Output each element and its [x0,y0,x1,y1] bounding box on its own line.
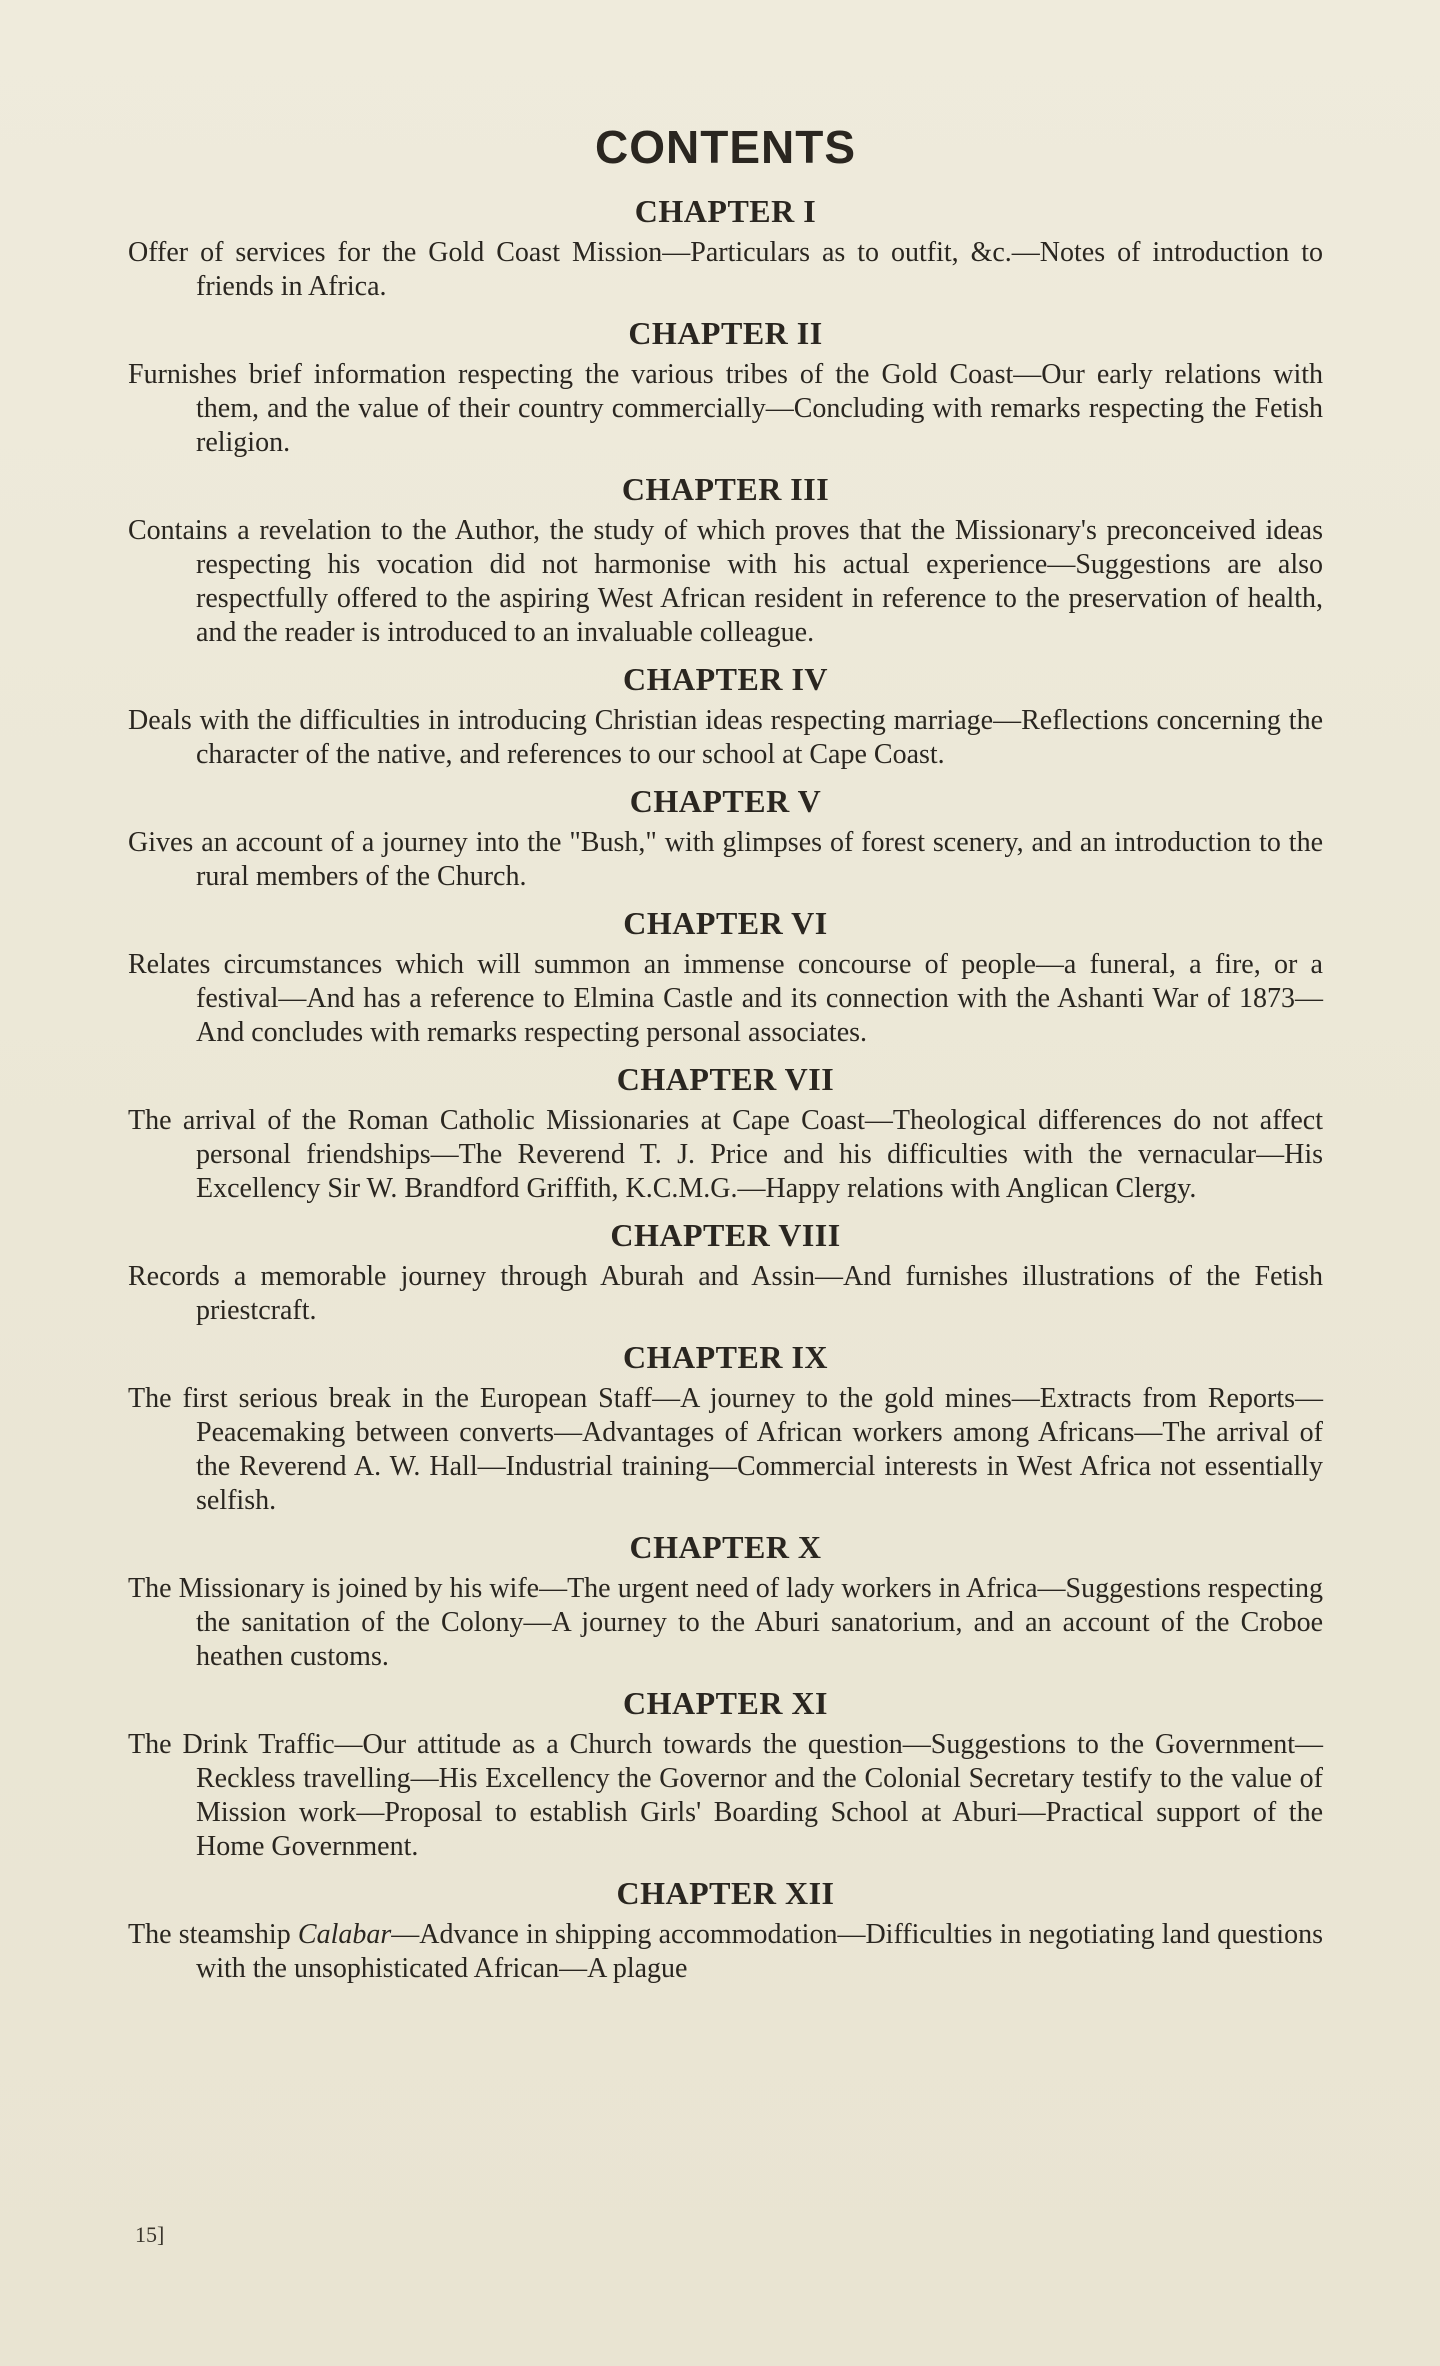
chapter-heading: CHAPTER VIII [610,1217,841,1253]
chapter-heading: CHAPTER III [621,471,830,507]
chapter-summary [128,1918,1323,1986]
chapter-entry [128,314,1323,460]
chapter-summary: Gives an account of a journey into the "Bush," with glimpses of forest scenery, and an introduction to the rural members of the Church. [128,827,1323,892]
chapter-entry [128,660,1323,772]
chapter-entry [128,1684,1323,1864]
chapter-entry [128,1216,1323,1328]
chapter-summary: The Drink Traffic—Our attitude as a Church towards the question—Suggestions to the Government—Reckless travelling—His Excellency the Governor and the Colonial Secretary testify to the value of Mission work—Proposal to establish Girls' Boarding School at Aburi—Practical support of the Home Government. [128,1729,1323,1862]
chapter-entry [128,470,1323,650]
summary-text: —Advance in shipping accommodation—Difficulties in negotiating land questions with the unsophisticated African—A plague [196,1919,1323,1984]
chapter-heading: CHAPTER XI [622,1685,828,1721]
chapter-heading: CHAPTER VII [616,1061,835,1097]
chapter-summary: Contains a revelation to the Author, the study of which proves that the Missionary's preconceived ideas respecting his vocation did not harmonise with his actual experience—Suggestions are also respectfully offered to the aspiring West African resident in reference to the preservation of health, and the reader is introduced to an invaluable colleague. [128,515,1323,648]
page-title: CONTENTS [595,121,856,173]
chapter-summary: The arrival of the Roman Catholic Missionaries at Cape Coast—Theological differences do not affect personal friendships—The Reverend T. J. Price and his difficulties with the vernacular—His Excellency Sir W. Brandford Griffith, K.C.M.G.—Happy relations with Anglican Clergy. [128,1105,1323,1204]
contents-section [128,120,1323,1996]
chapter-heading: CHAPTER VI [623,905,828,941]
chapter-summary: Offer of services for the Gold Coast Mission—Particulars as to outfit, &c.—Notes of introduction to friends in Africa. [128,237,1323,302]
page-number: 15] [135,2222,165,2247]
chapter-summary: Deals with the difficulties in introducing Christian ideas respecting marriage—Reflections concerning the character of the native, and references to our school at Cape Coast. [128,705,1323,770]
chapter-heading: CHAPTER V [629,783,822,819]
summary-text: The steamship [128,1919,298,1950]
chapter-heading: CHAPTER IV [622,661,828,697]
chapter-entry [128,1338,1323,1518]
chapter-entry [128,904,1323,1050]
chapter-entry [128,1060,1323,1206]
chapter-heading: CHAPTER IX [622,1339,828,1375]
chapter-entry [128,192,1323,304]
chapter-entry [128,1874,1323,1986]
chapter-heading: CHAPTER X [629,1529,822,1565]
chapter-entry [128,1528,1323,1674]
chapter-summary: The Missionary is joined by his wife—The urgent need of lady workers in Africa—Suggestions respecting the sanitation of the Colony—A journey to the Aburi sanatorium, and an account of the Croboe heathen customs. [128,1573,1323,1672]
chapter-heading: CHAPTER XII [616,1875,835,1911]
ship-name: Calabar [297,1919,392,1950]
chapter-entry [128,782,1323,894]
chapter-summary: The first serious break in the European Staff—A journey to the gold mines—Extracts from Reports—Peacemaking between converts—Advantages of African workers among Africans—The arrival of the Reverend A. W. Hall—Industrial training—Commercial interests in West Africa not essentially selfish. [128,1383,1323,1516]
chapter-summary: Relates circumstances which will summon an immense concourse of people—a funeral, a fire, or a festival—And has a reference to Elmina Castle and its connection with the Ashanti War of 1873—And concludes with remarks respecting personal associates. [128,949,1323,1048]
chapter-summary: Furnishes brief information respecting the various tribes of the Gold Coast—Our early relations with them, and the value of their country commercially—Concluding with remarks respecting the Fetish religion. [128,359,1323,458]
chapter-heading: CHAPTER I [634,193,817,229]
chapter-summary: Records a memorable journey through Aburah and Assin—And furnishes illustrations of the Fetish priestcraft. [128,1261,1323,1326]
chapter-heading: CHAPTER II [628,315,823,351]
